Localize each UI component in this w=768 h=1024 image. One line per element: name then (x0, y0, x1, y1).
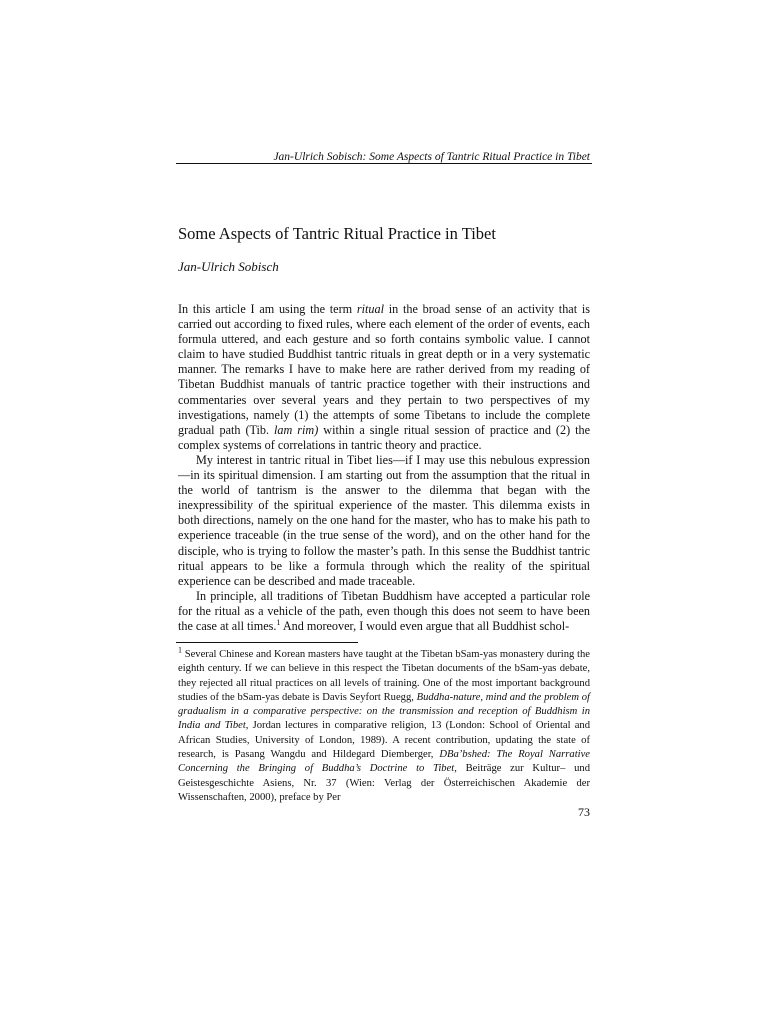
term-ritual: ritual (356, 302, 384, 316)
paragraph-1-text-c: within a single ritual session of practice and (2) the complex systems of correlations in tantric theory and practice. (178, 422, 590, 452)
paragraph-3-text-b: And moreover, I would even argue that all Buddhist schol- (280, 618, 570, 633)
footnote-cited-title-1: Buddha-nature, mind and the problem of gradualism in a comparative perspective: on the transmission and reception of Buddhism in India and Tibet (178, 691, 590, 732)
footnote-text-c: , Beiträge zur Kultur– und Geistesgeschichte Asiens, Nr. 37 (Wien: Verlag der Österreichischen Akademie der Wissenschaften, 2000), preface by Per (178, 763, 590, 803)
running-head: Jan-Ulrich Sobisch: Some Aspects of Tantric Ritual Practice in Tibet (273, 151, 590, 163)
header-rule (176, 163, 592, 164)
footnote-1 (178, 645, 590, 805)
article-body (178, 302, 590, 634)
footnote-marker: 1 (178, 645, 182, 655)
paragraph-3-text-a: In principle, all traditions of Tibetan Buddhism have accepted a particular role for the ritual as a vehicle of the path, even though this does not seem to have been the case at all times. (178, 588, 590, 633)
footnote-rule (176, 642, 358, 643)
term-lam-rim: lam rim) (274, 422, 319, 437)
paragraph-1-text-a: In this article I am using the term (178, 302, 357, 316)
footnote-cited-title-2: DBa’bshed: The Royal Narrative Concerning the Bringing of Buddha’s Doctrine to Tibet (178, 749, 590, 775)
page-number: 73 (578, 805, 590, 819)
paragraph-1-text-b: in the broad sense of an activity that is carried out according to fixed rules, where each element of the order of events, each formula uttered, and each gesture and so forth contains symbolic value. I cannot claim to have studied Buddhist tantric rituals in great depth or in a very systematic manner. The remarks I have to make here are rather derived from my reading of Tibetan Buddhist manuals of tantric practice together with their instructions and commentaries over several years and they pertain to two perspectives of my investigations, namely (1) the attempts of some Tibetans to include the complete gradual path (Tib. (178, 302, 590, 437)
paragraph-1 (178, 302, 590, 453)
paragraph-3 (178, 589, 590, 634)
paragraph-2: My interest in tantric ritual in Tibet lies—if I may use this nebulous expression—in its spiritual dimension. I am starting out from the assumption that the ritual in the world of tantrism is the answer to the dilemma that began with the inexpressibility of the spiritual experience of the master. This dilemma exists in both directions, namely on the one hand for the master, who has to make his path to experience traceable (in the true sense of the word), and on the other hand for the disciple, who is trying to follow the master’s path. In this sense the Buddhist tantric ritual appears to be like a formula through which the reality of the spiritual experience can be described and made traceable. (178, 452, 590, 588)
footnote-reference-1[interactable]: 1 (276, 617, 281, 627)
footnote-text (178, 645, 590, 805)
article-title: Some Aspects of Tantric Ritual Practice in Tibet (178, 224, 496, 243)
article-author: Jan-Ulrich Sobisch (178, 259, 279, 274)
footnote-text-b: , Jordan lectures in comparative religion, 13 (London: School of Oriental and African Studies, University of London, 1989). A recent contribution, updating the state of research, is Pasang Wangdu and Hildegard Diemberger, (178, 720, 590, 761)
footnote-text-a: Several Chinese and Korean masters have taught at the Tibetan bSam-yas monastery during the eighth century. If we can believe in this respect the Tibetan documents of the bSam-yas debate, they rejected all ritual practices on all levels of training. One of the most important background studies of the bSam-yas debate is Davis Seyfort Ruegg, (178, 649, 590, 703)
